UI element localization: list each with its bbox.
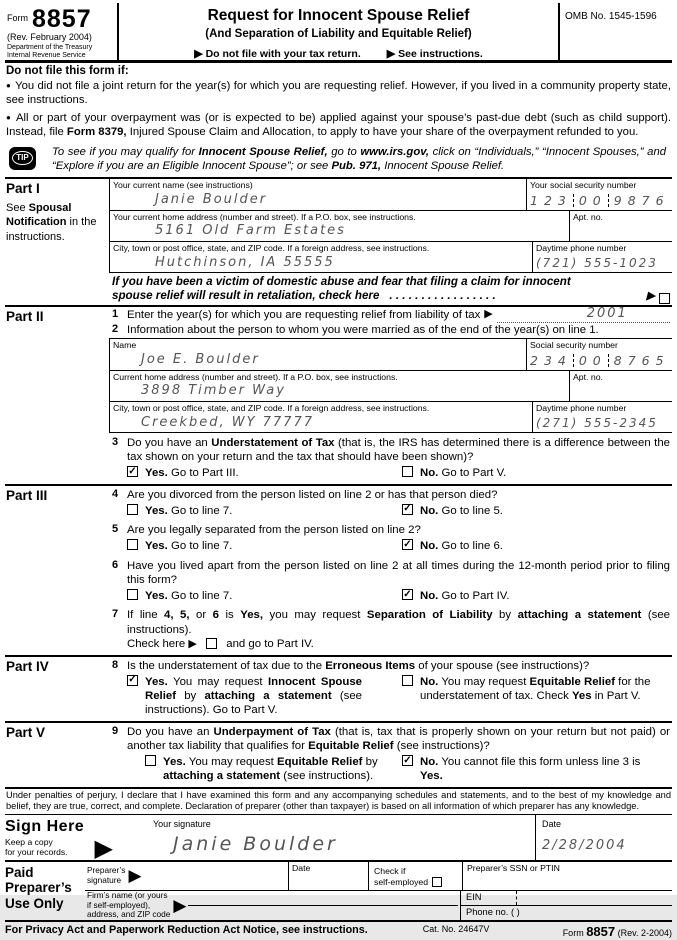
preparer-label-3: Use Only — [5, 895, 64, 911]
paid-preparer-section — [5, 860, 672, 920]
tax-year-entry-line[interactable] — [497, 305, 670, 323]
notice-bullet-1: ● You did not file a joint return for the year(s) for which you are requesting relief. However, if you lived in a community property state, see instructions. — [6, 80, 671, 107]
city-label: City, town or post office, state, and ZIP code. If a foreign address, see instructions. — [113, 242, 430, 253]
line-5 — [109, 521, 672, 537]
line-6-options — [127, 589, 672, 603]
line-9-yes-checkbox[interactable] — [145, 755, 156, 766]
notice-heading: Do not file this form if: — [6, 65, 129, 77]
spouse-ssn-label: Social security number — [530, 340, 618, 350]
form-footer — [5, 920, 672, 940]
line-4-yes-checkbox[interactable] — [127, 504, 138, 515]
preparer-sig-arrow-icon: ▶ — [128, 866, 142, 886]
line-6-no-checkbox[interactable]: ✓ — [403, 588, 412, 600]
city-row — [110, 242, 672, 273]
firm-label-1: Firm’s name (or yours — [87, 890, 168, 901]
tip-text: To see if you may qualify for Innocent Spouse Relief, go to www.irs.gov, click on “Individuals,” “Innocent Spouses,” and “Explore if you are an Eligible Innocent Spouse”; or see Pub. 971, Innocent Spouse Relief. — [52, 145, 667, 172]
ssn-field[interactable] — [526, 179, 672, 210]
spouse-city-field[interactable] — [110, 402, 532, 432]
spouse-phone-field[interactable] — [532, 402, 672, 432]
instr-see-instructions: ▶ See instructions. — [386, 47, 483, 60]
form-word: Form — [7, 13, 28, 23]
firm-row — [85, 891, 672, 920]
omb-number: OMB No. 1545-1596 — [565, 11, 657, 22]
form-title-block — [119, 3, 560, 60]
tip-icon: TIP — [9, 147, 36, 170]
spouse-city-label: City, town or post office, state, and ZIP code. If a foreign address, see instructions. — [113, 402, 430, 413]
line-7-number: 7 — [112, 608, 119, 621]
spouse-apt-label: Apt. no. — [573, 371, 603, 382]
signature-arrow-icon: ▶ — [94, 834, 113, 862]
spouse-phone-value[interactable]: (271) 555-2345 — [536, 415, 658, 430]
preparer-date-label: Date — [292, 862, 311, 873]
apt-label: Apt. no. — [573, 211, 603, 222]
self-employed-label: self-employed — [374, 876, 429, 887]
arrowhead-icon: ▶ — [188, 637, 197, 650]
form-number: 8857 — [32, 5, 92, 33]
form-subtitle: (And Separation of Liability and Equitable Relief) — [205, 28, 472, 41]
phone-paren: ( ) — [510, 907, 520, 918]
preparer-date-field[interactable] — [288, 862, 368, 890]
line-3-yes-checkbox[interactable]: ✓ — [128, 465, 137, 477]
line-9-number: 9 — [112, 724, 119, 737]
paid-preparer-label-block — [5, 862, 85, 920]
line-3-no-option[interactable]: No. Go to Part V. — [402, 466, 506, 480]
line-8-yes-option[interactable]: ✓ Yes. You may request Innocent Spouse Relief by attaching a statement (see instructions). Go to Part V. — [128, 674, 363, 717]
domestic-abuse-checkbox[interactable] — [659, 293, 670, 304]
apt-field[interactable] — [569, 211, 672, 241]
bullet-icon: ● — [6, 81, 12, 91]
spouse-ssn-value[interactable]: 234 00 8765 — [530, 352, 670, 368]
arrowhead-icon: ▶ — [386, 47, 396, 60]
ein-label: EIN — [466, 892, 482, 903]
tip-callout — [5, 142, 672, 177]
part-5-section — [5, 721, 672, 787]
firm-entry-line[interactable] — [188, 905, 458, 906]
your-signature-label: Your signature — [153, 818, 211, 829]
spouse-address-value[interactable]: 3898 Timber Way — [141, 383, 286, 399]
line-3 — [109, 433, 672, 465]
line-2 — [109, 323, 672, 337]
ssn-separator — [608, 194, 609, 207]
preparer-phone-field[interactable] — [461, 906, 672, 920]
part-1-sidenote: See Spousal Notification in the instructions. — [6, 201, 97, 243]
line-8-no-checkbox[interactable] — [402, 675, 413, 686]
phone-no-label: Phone no. — [466, 907, 509, 918]
firm-label-2: if self-employed), — [87, 899, 151, 910]
phone-label: Daytime phone number — [536, 242, 627, 253]
perjury-statement: Under penalties of perjury, I declare that I have examined this form and any accompanying schedules and statements, and to the best of my knowledge and belief, they are true, correct, and complete. Declaration of preparer (other than taxpayer) is based on all information of which preparer has any knowledge. — [5, 787, 672, 814]
arrowhead-icon: ▶ — [646, 290, 655, 302]
sign-here-section — [5, 814, 672, 860]
line-5-no-option[interactable]: ✓ No. Go to line 6. — [403, 538, 503, 553]
agency-line-1: Department of the Treasury — [7, 43, 93, 51]
victim-line-1: If you have been a victim of domestic abuse and fear that filing a claim for innocent — [112, 274, 571, 288]
line-3-no-checkbox[interactable] — [402, 466, 413, 477]
line-7-checkbox[interactable] — [206, 638, 217, 649]
spouse-name-value[interactable]: Joe E. Boulder — [141, 351, 260, 367]
spouse-address-row — [110, 371, 672, 402]
line-4-no-option[interactable]: ✓ No. Go to line 5. — [403, 503, 503, 517]
spouse-name-field[interactable] — [110, 339, 526, 370]
home-address-value[interactable]: 5161 Old Farm Estates — [155, 223, 346, 239]
preparer-sig-label-1: Preparer’s — [87, 865, 126, 876]
signature-value[interactable]: Janie Boulder — [173, 832, 338, 855]
line-8-text: Is the understatement of tax due to the Erroneous Items of your spouse (see instructions)? — [127, 659, 590, 672]
ssn-separator — [573, 194, 574, 207]
line-5-number: 5 — [112, 523, 119, 535]
agency-line-2: Internal Revenue Service — [7, 51, 86, 59]
preparer-ssn-label: Preparer’s SSN or PTIN — [467, 862, 560, 873]
preparer-label-1: Paid — [5, 864, 34, 880]
sign-date-field[interactable] — [535, 815, 672, 860]
spouse-city-row — [110, 402, 672, 433]
line-7-text: If line 4, 5, or 6 is Yes, you may request Separation of Liability by attaching a statement (see instructions). Check here ▶ and go to Part IV. — [127, 609, 670, 650]
part-5-label: Part V — [6, 724, 46, 740]
line-6-no-option[interactable]: ✓ No. Go to Part IV. — [403, 588, 510, 602]
line-5-text: Are you legally separated from the person listed on line 2? — [127, 524, 421, 536]
firm-label-3: address, and ZIP code — [87, 909, 171, 920]
keep-copy-line-2: for your records. — [5, 847, 68, 858]
line-2-number: 2 — [112, 322, 119, 335]
ein-separator — [516, 891, 517, 905]
ein-phone-block — [460, 891, 672, 920]
form-id-block — [5, 3, 119, 60]
part-1-label-block — [5, 179, 109, 305]
line-3-text: Do you have an Understatement of Tax (that is, the IRS has determined there is a difference between the tax shown on your return and the tax that should have been shown)? — [127, 436, 670, 463]
signature-field[interactable] — [109, 815, 535, 860]
phone-field[interactable] — [532, 242, 672, 272]
self-employed-checkbox[interactable] — [432, 877, 442, 887]
spouse-name-row — [110, 338, 672, 371]
line-3-number: 3 — [112, 435, 119, 448]
city-value[interactable]: Hutchinson, IA 55555 — [155, 254, 335, 270]
line-3-yes-option[interactable]: ✓ Yes. Go to Part III. — [128, 465, 239, 480]
line-4-yes-option[interactable]: Yes. Go to line 7. — [127, 504, 402, 518]
line-9-options — [145, 755, 672, 784]
part-1-field-table — [109, 179, 672, 273]
line-6-yes-checkbox[interactable] — [127, 589, 138, 600]
ssn-separator — [573, 354, 574, 367]
ein-field[interactable] — [461, 891, 672, 906]
line-9-text: Do you have an Underpayment of Tax (that is, tax that is properly shown on your return but not paid) or another tax liability that qualifies for Equitable Relief (see instructions)? — [127, 725, 670, 752]
part-1-label: Part I — [6, 181, 40, 197]
part-4-section — [5, 655, 672, 721]
footer-form-id: Form 8857 (Rev. 2-2004) — [562, 923, 672, 939]
line-8 — [109, 657, 672, 673]
catalog-number: Cat. No. 24647V — [422, 923, 490, 934]
part-3-label: Part III — [6, 487, 48, 503]
line-1 — [109, 307, 672, 323]
line-5-yes-option[interactable]: Yes. Go to line 7. — [127, 539, 402, 553]
part-2-field-table — [109, 338, 672, 433]
do-not-file-notice — [5, 63, 672, 139]
line-7 — [109, 606, 672, 651]
header-instructions — [119, 48, 558, 62]
line-6 — [109, 557, 672, 588]
preparer-signature-field[interactable] — [85, 862, 288, 890]
preparer-ssn-field[interactable] — [462, 862, 672, 890]
line-9-no-checkbox[interactable]: ✓ — [403, 754, 412, 766]
check-if-label: Check if — [374, 865, 406, 876]
line-8-no-option[interactable]: No. You may request Equitable Relief for the understatement of tax. Check Yes in Part V. — [402, 675, 672, 718]
line-6-number: 6 — [112, 558, 119, 571]
part-2-section — [5, 305, 672, 484]
spouse-name-label: Name — [113, 340, 137, 350]
spouse-city-value[interactable]: Creekbed, WY 77777 — [141, 414, 314, 430]
line-4-text: Are you divorced from the person listed on line 2 or has that person died? — [127, 488, 498, 501]
sign-here-label-block — [5, 815, 113, 862]
firm-name-field[interactable] — [85, 891, 460, 920]
home-address-label: Your current home address (number and street). If a P.O. box, see instructions. — [113, 211, 416, 222]
victim-line-2: spouse relief will result in retaliation, check here — [112, 289, 380, 303]
preparer-sig-label-2: signature — [87, 874, 122, 885]
part-1-section — [5, 177, 672, 305]
instr-no-file: ▶ Do not file with your tax return. — [194, 47, 361, 60]
current-name-value[interactable]: Janie Boulder — [155, 191, 268, 207]
line-9 — [109, 723, 672, 754]
ssn-separator — [608, 354, 609, 367]
line-1-text: Enter the year(s) for which you are requesting relief from liability of tax — [127, 308, 481, 321]
line-6-yes-option[interactable]: Yes. Go to line 7. — [127, 589, 402, 603]
self-employed-field — [368, 862, 462, 890]
home-address-field[interactable] — [110, 211, 569, 241]
preparer-label-2: Preparer’s — [5, 880, 72, 896]
form-revision: (Rev. February 2004) — [7, 32, 92, 43]
sign-date-value[interactable]: 2/28/2004 — [542, 837, 627, 853]
line-4 — [109, 486, 672, 502]
firm-arrow-icon: ▶ — [173, 895, 187, 915]
preparer-signature-row — [85, 862, 672, 891]
form-header — [5, 3, 672, 63]
line-8-yes-checkbox[interactable]: ✓ — [128, 674, 137, 686]
line-4-number: 4 — [112, 487, 119, 500]
spouse-ssn-field[interactable] — [526, 339, 672, 370]
line-2-text: Information about the person to whom you were married as of the end of the year(s) on line 1. — [127, 323, 599, 336]
line-1-number: 1 — [112, 307, 119, 320]
line-5-options — [127, 539, 672, 553]
notice-bullet-2: ● All or part of your overpayment was (or is expected to be) applied against your spouse’s past-due debt (such as child support). Instead, file Form 8379, Injured Spouse Claim and Allocation, to apply to have your share of the overpayment refunded to you. — [6, 111, 671, 138]
line-4-no-checkbox[interactable]: ✓ — [403, 503, 412, 515]
keep-copy-line-1: Keep a copy — [5, 836, 53, 847]
tax-year-value[interactable]: 2001 — [586, 305, 628, 321]
spouse-address-label: Current home address (number and street). If a P.O. box, see instructions. — [113, 371, 398, 382]
ssn-value[interactable]: 123 00 9876 — [530, 192, 670, 208]
privacy-act-notice: For Privacy Act and Paperwork Reduction Act Notice, see instructions. — [5, 923, 368, 936]
line-5-no-checkbox[interactable]: ✓ — [403, 538, 412, 550]
spouse-phone-label: Daytime phone number — [536, 402, 627, 413]
address-row — [110, 211, 672, 242]
line-9-yes-option[interactable]: Yes. You may request Equitable Relief by attaching a statement (see instructions). — [145, 755, 402, 784]
dot-leader: . . . . . . . . . . . . . . . . . — [389, 289, 496, 303]
part-3-section — [5, 484, 672, 652]
current-name-label: Your current name (see instructions) — [113, 180, 253, 191]
spouse-address-field[interactable] — [110, 371, 569, 401]
line-5-yes-checkbox[interactable] — [127, 539, 138, 550]
line-9-no-option[interactable]: ✓ No. You cannot file this form unless line 3 is Yes. — [403, 754, 641, 783]
line-4-options — [127, 504, 672, 518]
sign-date-label: Date — [542, 818, 562, 829]
name-row — [110, 179, 672, 211]
current-name-field[interactable] — [110, 179, 526, 210]
line-6-text: Have you lived apart from the person listed on line 2 at all times during the 12-month period prior to filing this form? — [127, 559, 670, 586]
city-field[interactable] — [110, 242, 532, 272]
sign-here-label: Sign Here — [5, 817, 85, 835]
arrowhead-icon: ▶ — [484, 307, 493, 320]
form-title: Request for Innocent Spouse Relief — [207, 7, 470, 24]
phone-value[interactable]: (721) 555-1023 — [536, 255, 658, 270]
line-3-options — [127, 466, 672, 480]
domestic-abuse-line — [109, 273, 672, 305]
spouse-apt-field[interactable] — [569, 371, 672, 401]
part-2-label: Part II — [6, 308, 44, 324]
ssn-label: Your social security number — [530, 180, 637, 191]
line-8-number: 8 — [112, 658, 119, 671]
arrowhead-icon: ▶ — [194, 47, 203, 60]
bullet-icon: ● — [6, 112, 12, 122]
part-4-label: Part IV — [6, 658, 49, 674]
line-8-options — [127, 675, 672, 718]
